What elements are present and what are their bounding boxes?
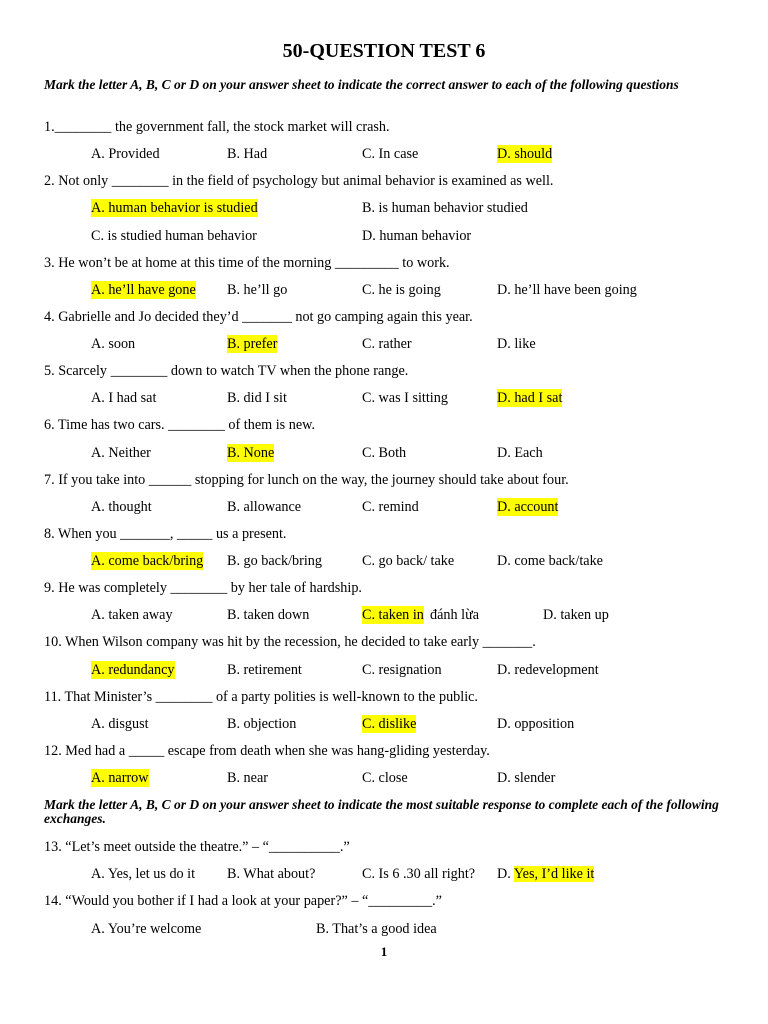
q3-option-a: A. he’ll have gone xyxy=(91,282,196,298)
q11-option-a: A. disgust xyxy=(91,716,149,732)
q6-option-d: D. Each xyxy=(497,445,543,461)
q13-option-d-highlight: Yes, I’d like it xyxy=(513,866,595,882)
page-number: 1 xyxy=(380,944,388,959)
question-5: 5. Scarcely ________ down to watch TV when the phone range. xyxy=(44,363,409,379)
question-8: 8. When you _______, _____ us a present. xyxy=(44,526,287,542)
q13-option-d-wrap: D. Yes, I’d like it xyxy=(497,866,595,882)
q12-option-b: B. near xyxy=(227,770,268,786)
instruction-section-1: Mark the letter A, B, C or D on your answer sheet to indicate the correct answer to each of the following questions xyxy=(44,77,679,92)
q6-option-a: A. Neither xyxy=(91,445,151,461)
q7-option-b: B. allowance xyxy=(227,499,302,515)
q14-option-a: A. You’re welcome xyxy=(91,921,202,937)
q6-option-c: C. Both xyxy=(362,445,407,461)
q9-handwritten-note: đánh lừa xyxy=(430,607,480,623)
q7-option-a: A. thought xyxy=(91,499,152,515)
q1-option-d: D. should xyxy=(497,146,553,162)
q8-option-d: D. come back/take xyxy=(497,553,603,569)
q8-option-c: C. go back/ take xyxy=(362,553,455,569)
q7-option-d: D. account xyxy=(497,499,559,515)
q1-option-a: A. Provided xyxy=(91,146,160,162)
q9-option-c: C. taken in xyxy=(362,607,424,623)
q11-option-c: C. dislike xyxy=(362,716,417,732)
q5-option-a: A. I had sat xyxy=(91,390,157,406)
q4-option-b: B. prefer xyxy=(227,336,278,352)
q3-option-b: B. he’ll go xyxy=(227,282,288,298)
question-13: 13. “Let’s meet outside the theatre.” – “__________.” xyxy=(44,839,350,855)
question-10: 10. When Wilson company was hit by the recession, he decided to take early _______. xyxy=(44,634,536,650)
q13-option-c: C. Is 6 .30 all right? xyxy=(362,866,476,882)
q2-option-b: B. is human behavior studied xyxy=(362,200,528,216)
q2-option-c: C. is studied human behavior xyxy=(91,228,257,244)
q10-option-b: B. retirement xyxy=(227,662,302,678)
question-2: 2. Not only ________ in the field of psychology but animal behavior is examined as well. xyxy=(44,173,554,189)
question-11: 11. That Minister’s ________ of a party polities is well-known to the public. xyxy=(44,689,478,705)
question-12: 12. Med had a _____ escape from death when she was hang-gliding yesterday. xyxy=(44,743,490,759)
q11-option-b: B. objection xyxy=(227,716,297,732)
q10-option-a: A. redundancy xyxy=(91,662,175,678)
question-9: 9. He was completely ________ by her tale of hardship. xyxy=(44,580,362,596)
instruction-section-2: Mark the letter A, B, C or D on your answer sheet to indicate the most suitable response to complete each of the following exchanges. xyxy=(44,797,719,826)
q10-option-c: C. resignation xyxy=(362,662,442,678)
question-3: 3. He won’t be at home at this time of the morning _________ to work. xyxy=(44,255,450,271)
q6-option-b: B. None xyxy=(227,445,275,461)
q7-option-c: C. remind xyxy=(362,499,419,515)
page-title: 50-QUESTION TEST 6 xyxy=(282,40,486,62)
q9-option-b: B. taken down xyxy=(227,607,310,623)
q1-option-c: C. In case xyxy=(362,146,419,162)
q8-option-a: A. come back/bring xyxy=(91,553,204,569)
q9-option-a: A. taken away xyxy=(91,607,173,623)
q4-option-d: D. like xyxy=(497,336,536,352)
q12-option-c: C. close xyxy=(362,770,408,786)
q3-option-c: C. he is going xyxy=(362,282,441,298)
q5-option-b: B. did I sit xyxy=(227,390,287,406)
q11-option-d: D. opposition xyxy=(497,716,575,732)
question-7: 7. If you take into ______ stopping for lunch on the way, the journey should take about four. xyxy=(44,472,569,488)
q10-option-d: D. redevelopment xyxy=(497,662,599,678)
q8-option-b: B. go back/bring xyxy=(227,553,322,569)
question-6: 6. Time has two cars. ________ of them is new. xyxy=(44,417,315,433)
q5-option-c: C. was I sitting xyxy=(362,390,448,406)
q5-option-d: D. had I sat xyxy=(497,390,563,406)
q1-option-b: B. Had xyxy=(227,146,268,162)
q9-option-d: D. taken up xyxy=(543,607,609,623)
q2-option-a: A. human behavior is studied xyxy=(91,200,258,216)
q12-option-a: A. narrow xyxy=(91,770,149,786)
question-1: 1.________ the government fall, the stock market will crash. xyxy=(44,119,390,135)
q12-option-d: D. slender xyxy=(497,770,556,786)
q3-option-d: D. he’ll have been going xyxy=(497,282,637,298)
question-4: 4. Gabrielle and Jo decided they’d _______ not go camping again this year. xyxy=(44,309,473,325)
q2-option-d: D. human behavior xyxy=(362,228,472,244)
question-14: 14. “Would you bother if I had a look at your paper?” – “_________.” xyxy=(44,893,442,909)
q4-option-c: C. rather xyxy=(362,336,412,352)
q13-option-a: A. Yes, let us do it xyxy=(91,866,196,882)
q13-option-b: B. What about? xyxy=(227,866,316,882)
q14-option-b: B. That’s a good idea xyxy=(316,921,437,937)
q4-option-a: A. soon xyxy=(91,336,136,352)
